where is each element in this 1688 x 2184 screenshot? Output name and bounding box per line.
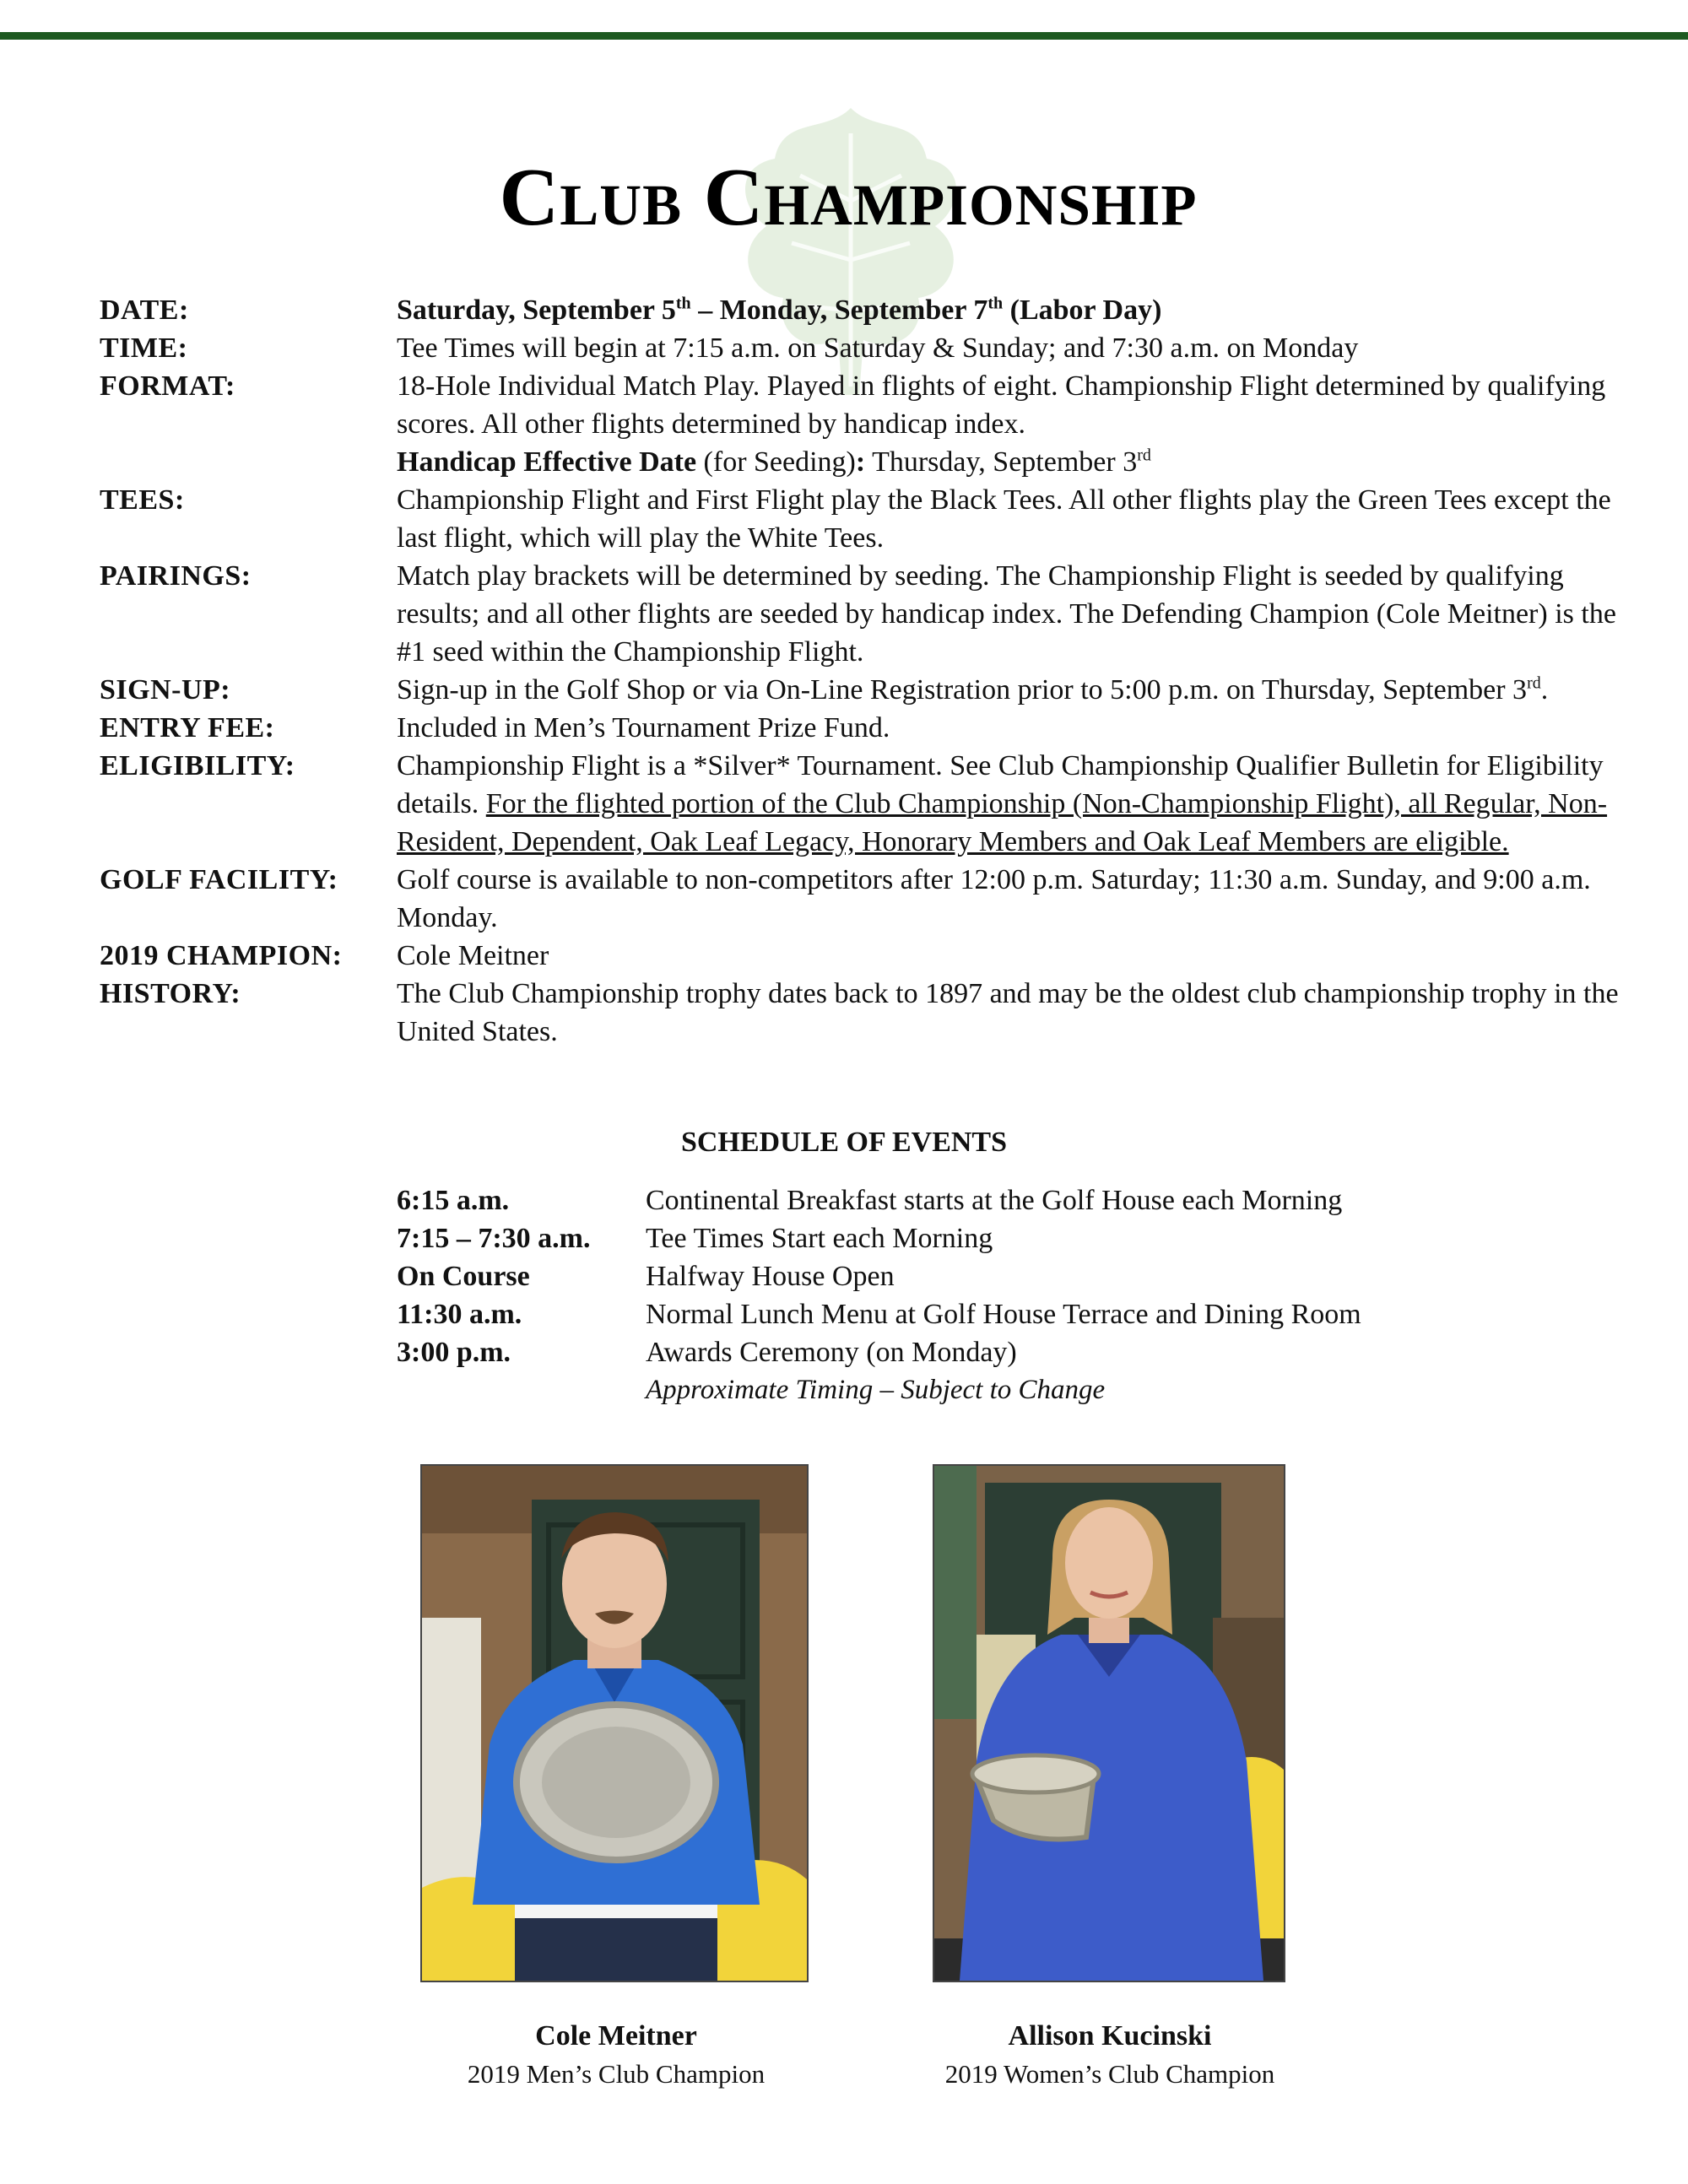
entry-fee-label: ENTRY FEE: (100, 712, 275, 743)
format-label: FORMAT: (100, 370, 235, 402)
schedule-row (397, 1295, 1578, 1333)
format-row (100, 367, 1619, 481)
format-value: 18-Hole Individual Match Play. Played in flights of eight. Championship Flight determined by qualifying scores. All other flights determined by handicap index. Handicap Effective Date (for Seeding): Thursday, September 3rd (397, 370, 1606, 478)
top-rule (0, 32, 1688, 40)
tees-row (100, 481, 1619, 557)
eligibility-value: Championship Flight is a *Silver* Tournament. See Club Championship Qualifier Bulletin for Eligibility details. For the flighted portion of the Club Championship (Non-Championship Flight), all Regular, Non-Resident, Dependent, Oak Leaf Legacy, Honorary Members and Oak Leaf Members are eligible. (397, 750, 1608, 857)
pairings-label: PAIRINGS: (100, 560, 252, 592)
schedule-time: 6:15 a.m. (397, 1185, 510, 1216)
schedule-event: Normal Lunch Menu at Golf House Terrace and Dining Room (646, 1299, 1361, 1330)
date-row (100, 291, 1619, 329)
signup-row (100, 671, 1619, 709)
schedule-title: SCHEDULE OF EVENTS (680, 1127, 1008, 1158)
golf-facility-row (100, 861, 1619, 937)
schedule-row (397, 1257, 1578, 1295)
tees-value: Championship Flight and First Flight play the Black Tees. All other flights play the Green Tees except the last flight, which will play the White Tees. (397, 484, 1611, 554)
schedule-event: Awards Ceremony (on Monday) (646, 1337, 1017, 1368)
champion-value: Cole Meitner (397, 940, 549, 971)
schedule-row (397, 1333, 1578, 1371)
golf-facility-label: GOLF FACILITY: (100, 864, 338, 895)
signup-value: Sign-up in the Golf Shop or via On-Line Registration prior to 5:00 p.m. on Thursday, September 3rd. (397, 673, 1549, 705)
eligibility-row (100, 747, 1619, 861)
format-text: 18-Hole Individual Match Play. Played in flights of eight. Championship Flight determined by qualifying scores. All other flights determined by handicap index. (397, 370, 1606, 440)
schedule-event: Halfway House Open (646, 1261, 895, 1292)
history-row (100, 975, 1619, 1051)
champion-row (100, 937, 1619, 975)
signup-label: SIGN-UP: (100, 674, 231, 705)
schedule-event: Tee Times Start each Morning (646, 1223, 993, 1254)
schedule-event: Continental Breakfast starts at the Golf House each Morning (646, 1185, 1343, 1216)
eligibility-underlined-text: For the flighted portion of the Club Championship (Non-Championship Flight), all Regular, Non-Resident, Dependent, Oak Leaf Legacy, Honorary Members and Oak Leaf Members are eligible. (397, 788, 1608, 857)
date-label: DATE: (100, 295, 189, 326)
pairings-row (100, 557, 1619, 671)
womens-champion-photo (933, 1464, 1285, 1982)
tees-label: TEES: (100, 484, 185, 516)
time-value: Tee Times will begin at 7:15 a.m. on Saturday & Sunday; and 7:30 a.m. on Monday (397, 332, 1359, 364)
handicap-date-label: Handicap Effective Date (397, 446, 697, 478)
date-value: Saturday, September 5th – Monday, September 7th (Labor Day) (397, 294, 1162, 326)
schedule-list (397, 1181, 1578, 1409)
handicap-date-value: Thursday, September 3 (865, 446, 1138, 478)
womens-champion-caption (865, 2017, 1355, 2093)
details-table (100, 291, 1619, 1051)
mens-champion-photo (420, 1464, 809, 1982)
time-label: TIME: (100, 332, 188, 364)
eligibility-label: ELIGIBILITY: (100, 750, 295, 781)
mens-champion-title: 2019 Men’s Club Champion (467, 2059, 766, 2089)
mens-champion-name: Cole Meitner (535, 2020, 697, 2052)
entry-fee-value: Included in Men’s Tournament Prize Fund. (397, 712, 890, 743)
schedule-row (397, 1219, 1578, 1257)
schedule-time: On Course (397, 1261, 530, 1292)
page-title: Club Championship (499, 152, 1198, 243)
champion-label: 2019 CHAMPION: (100, 940, 343, 971)
schedule-note: Approximate Timing – Subject to Change (646, 1375, 1106, 1405)
entry-fee-row (100, 709, 1619, 747)
schedule-row (397, 1181, 1578, 1219)
womens-champion-title: 2019 Women’s Club Champion (944, 2059, 1275, 2089)
history-value: The Club Championship trophy dates back to 1897 and may be the oldest club championship trophy in the United States. (397, 978, 1619, 1047)
schedule-time: 3:00 p.m. (397, 1337, 511, 1368)
schedule-time: 11:30 a.m. (397, 1299, 522, 1330)
golf-facility-value: Golf course is available to non-competitors after 12:00 p.m. Saturday; 11:30 a.m. Sunday, and 9:00 a.m. Monday. (397, 864, 1591, 933)
mens-champion-caption (371, 2017, 861, 2093)
schedule-time: 7:15 – 7:30 a.m. (397, 1223, 591, 1254)
pairings-value: Match play brackets will be determined by seeding. The Championship Flight is seeded by qualifying results; and all other flights are seeded by handicap index. The Defending Champion (Cole Meitner) is the #1 seed within the Championship Flight. (397, 560, 1616, 668)
time-row (100, 329, 1619, 367)
history-label: HISTORY: (100, 978, 241, 1009)
womens-champion-name: Allison Kucinski (1008, 2020, 1212, 2052)
